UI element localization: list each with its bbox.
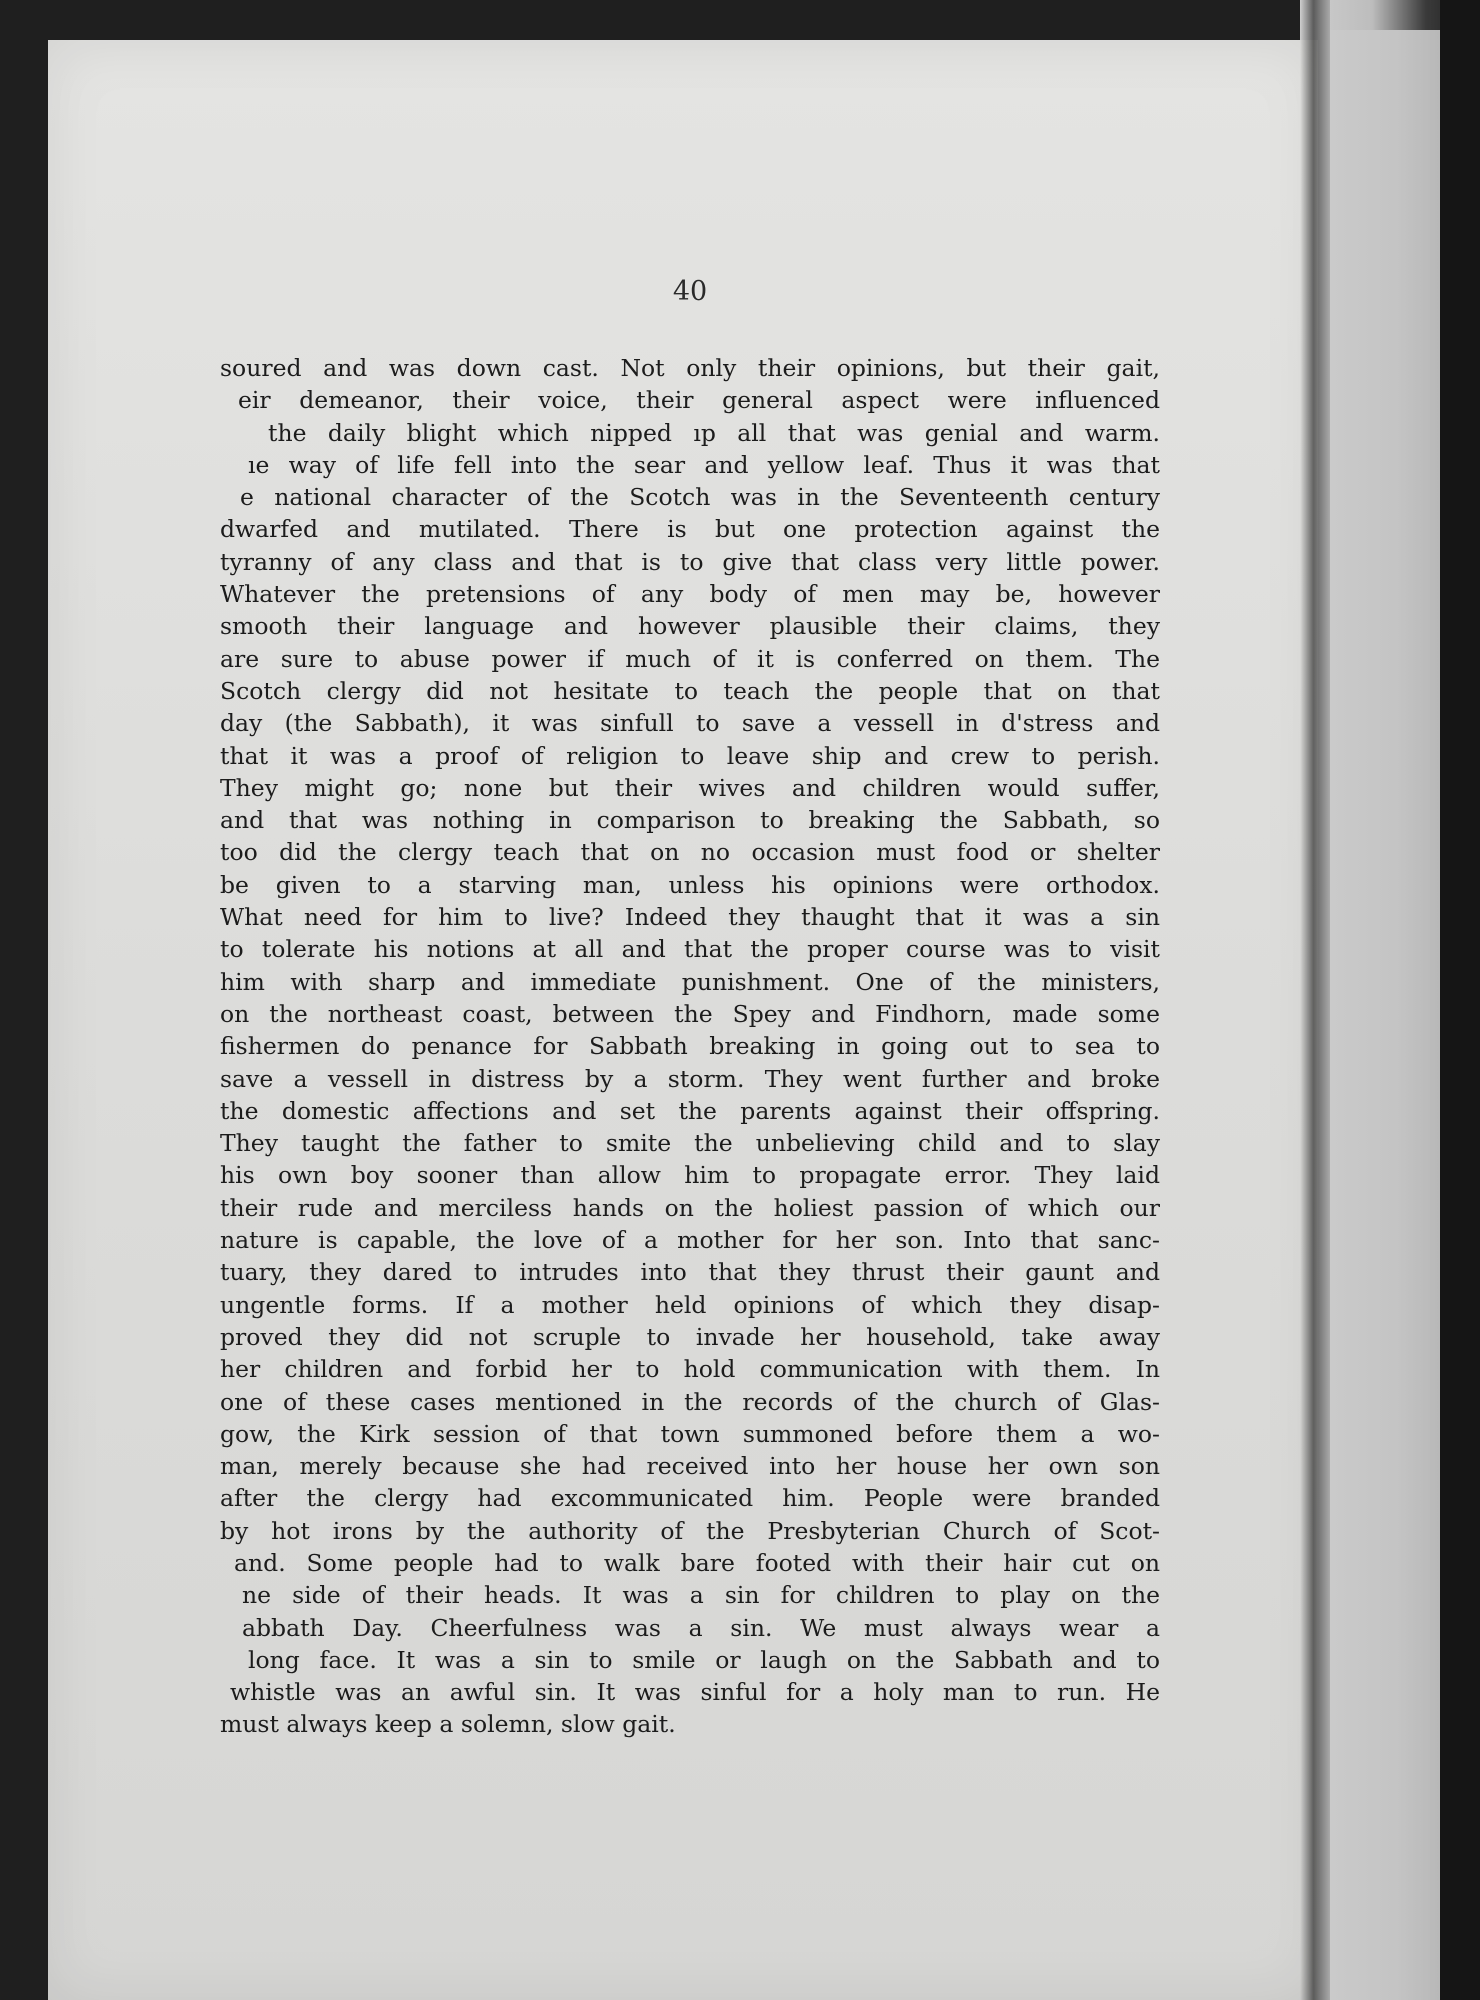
text-line: and that was nothing in comparison to breaking the Sabbath, so [220,806,1160,835]
text-line: must always keep a solemn, slow gait. [220,1710,676,1739]
text-line: whistle was an awful sin. It was sinful for a holy man to run. He [230,1678,1160,1707]
facing-page-edge [1330,30,1440,2000]
text-line: tuary, they dared to intrudes into that they thrust their gaunt and [220,1258,1160,1287]
text-line: after the clergy had excommunicated him. People were branded [220,1484,1160,1513]
text-line: are sure to abuse power if much of it is conferred on them. The [220,644,1160,673]
text-line: Whatever the pretensions of any body of men may be, however [220,580,1160,609]
text-line: day (the Sabbath), it was sinfull to save a vessell in d'stress and [220,709,1160,738]
text-line: abbath Day. Cheerfulness was a sin. We must always wear a [242,1613,1160,1642]
text-line: and. Some people had to walk bare footed with their hair cut on [234,1548,1160,1577]
text-line: to tolerate his notions at all and that the proper course was to visit [220,935,1160,964]
text-line: They taught the father to smite the unbelieving child and to slay [220,1129,1160,1158]
text-line: eir demeanor, their voice, their general aspect were influenced [238,386,1160,415]
text-line: ne side of their heads. It was a sin for children to play on the [242,1581,1160,1610]
text-line: nature is capable, the love of a mother for her son. Into that sanc- [220,1226,1160,1255]
text-line: man, merely because she had received into her house her own son [220,1452,1160,1481]
book-edge-shadow [1440,0,1480,2000]
text-line: on the northeast coast, between the Spey and Findhorn, made some [220,999,1160,1028]
text-line: that it was a proof of religion to leave ship and crew to perish. [220,741,1160,770]
text-line: dwarfed and mutilated. There is but one protection against the [220,515,1160,544]
text-line: What need for him to live? Indeed they thaught that it was a sin [220,903,1160,932]
text-line: ungentle forms. If a mother held opinions of which they disap- [220,1290,1160,1319]
text-line: her children and forbid her to hold communication with them. In [220,1355,1160,1384]
body-text [220,352,1160,1741]
text-line: be given to a starving man, unless his opinions were orthodox. [220,870,1160,899]
text-line: smooth their language and however plausible their claims, they [220,612,1160,641]
text-line: fishermen do penance for Sabbath breaking in going out to sea to [220,1032,1160,1061]
text-line: ıe way of life fell into the sear and yellow leaf. Thus it was that [248,450,1160,479]
text-line: the domestic affections and set the parents against their offspring. [220,1096,1160,1125]
text-line: They might go; none but their wives and children would suffer, [220,773,1160,802]
text-line: e national character of the Scotch was in the Seventeenth century [240,483,1160,512]
text-line: soured and was down cast. Not only their opinions, but their gait, [220,354,1160,382]
text-line: long face. It was a sin to smile or laugh on the Sabbath and to [248,1645,1160,1674]
page-number: 40 [672,276,708,307]
binding-gutter [1300,0,1330,2000]
text-line: too did the clergy teach that on no occasion must food or shelter [220,838,1160,867]
text-line: gow, the Kirk session of that town summoned before them a wo- [220,1419,1160,1448]
text-line: save a vessell in distress by a storm. They went further and broke [220,1064,1160,1093]
text-line: one of these cases mentioned in the records of the church of Glas- [220,1387,1160,1416]
text-line: him with sharp and immediate punishment. One of the ministers, [220,967,1160,996]
text-line: the daily blight which nipped ıp all that was genial and warm. [268,418,1160,447]
text-line: his own boy sooner than allow him to propagate error. They laid [220,1161,1160,1190]
text-line: Scotch clergy did not hesitate to teach the people that on that [220,676,1160,705]
text-line: by hot irons by the authority of the Presbyterian Church of Scot- [220,1516,1160,1545]
text-line: their rude and merciless hands on the holiest passion of which our [220,1193,1160,1222]
text-line: proved they did not scruple to invade her household, take away [220,1322,1160,1351]
text-line: tyranny of any class and that is to give that class very little power. [220,547,1160,576]
